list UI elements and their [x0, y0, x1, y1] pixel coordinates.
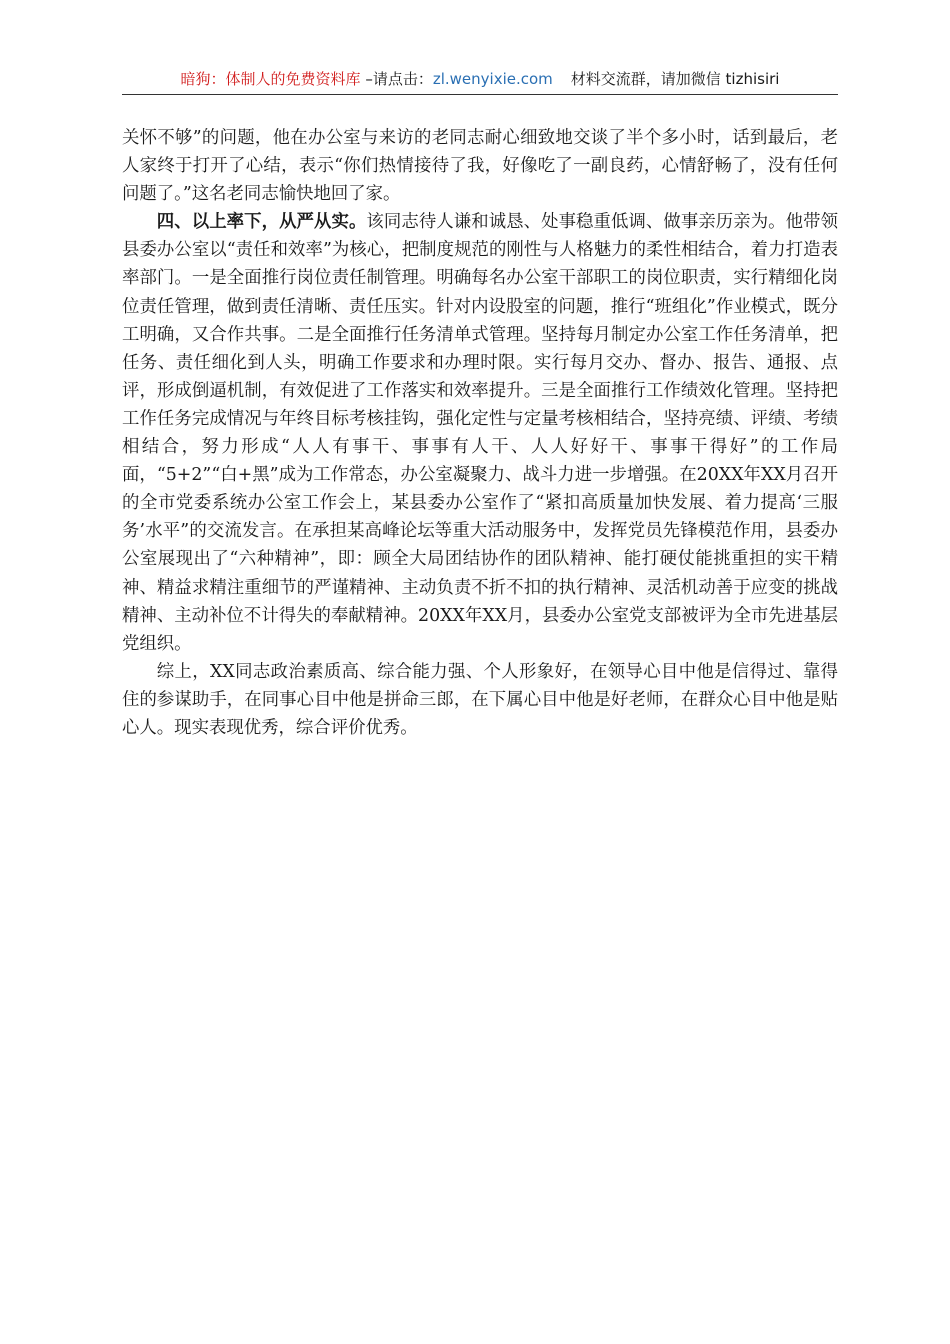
header-link[interactable]: zl.wenyixie.com — [432, 70, 553, 88]
header-brand: 暗狗：体制人的免费资料库 — [180, 70, 361, 88]
header-prompt: 请点击： — [372, 70, 433, 88]
header-contact: 材料交流群，请加微信 tizhisiri — [570, 70, 780, 88]
paragraph-section-4 — [122, 208, 838, 658]
paragraph-summary: 综上，XX同志政治素质高、综合能力强、个人形象好，在领导心目中他是信得过、靠得住的参谋助手，在同事心目中他是拼命三郎，在下属心目中他是好老师，在群众心目中他是贴心人。现实表现优秀，综合评价优秀。 — [122, 661, 838, 738]
document-body — [122, 124, 838, 742]
header-separator: – — [360, 70, 373, 88]
section-4-body: 该同志待人谦和诚恳、处事稳重低调、做事亲历亲为。他带领县委办公室以“责任和效率”为核心，把制度规范的刚性与人格魅力的柔性相结合，着力打造表率部门。一是全面推行岗位责任制管理。明确每名办公室干部职工的岗位职责，实行精细化岗位责任管理，做到责任清晰、责任压实。针对内设股室的问题，推行“班组化”作业模式，既分工明确，又合作共事。二是全面推行任务清单式管理。坚持每月制定办公室工作任务清单，把任务、责任细化到人头，明确工作要求和办理时限。实行每月交办、督办、报告、通报、点评，形成倒逼机制，有效促进了工作落实和效率提升。三是全面推行工作绩效化管理。坚持把工作任务完成情况与年终目标考核挂钩，强化定性与定量考核相结合，坚持亮绩、评绩、考绩相结合，努力形成“人人有事干、事事有人干、人人好好干、事事干得好”的工作局面，“5+2”“白+黑”成为工作常态，办公室凝聚力、战斗力进一步增强。在20XX年XX月召开的全市党委系统办公室工作会上，某县委办公室作了“紧扣高质量加快发展、着力提高‘三服务’水平”的交流发言。在承担某高峰论坛等重大活动服务中，发挥党员先锋模范作用，县委办公室展现出了“六种精神”，即：顾全大局团结协作的团队精神、能打硬仗能挑重担的实干精神、精益求精注重细节的严谨精神、主动负责不折不扣的执行精神、灵活机动善于应变的挑战精神、主动补位不计得失的奉献精神。20XX年XX月，县委办公室党支部被评为全市先进基层党组织。 — [122, 212, 838, 654]
paragraph-continuation: 关怀不够”的问题，他在办公室与来访的老同志耐心细致地交谈了半个多小时，话到最后，老人家终于打开了心结，表示“你们热情接待了我，好像吃了一副良药，心情舒畅了，没有任何问题了。”这名老同志愉快地回了家。 — [122, 128, 838, 205]
section-4-heading: 四、以上率下，从严从实。 — [156, 212, 367, 233]
page-header — [122, 68, 838, 95]
